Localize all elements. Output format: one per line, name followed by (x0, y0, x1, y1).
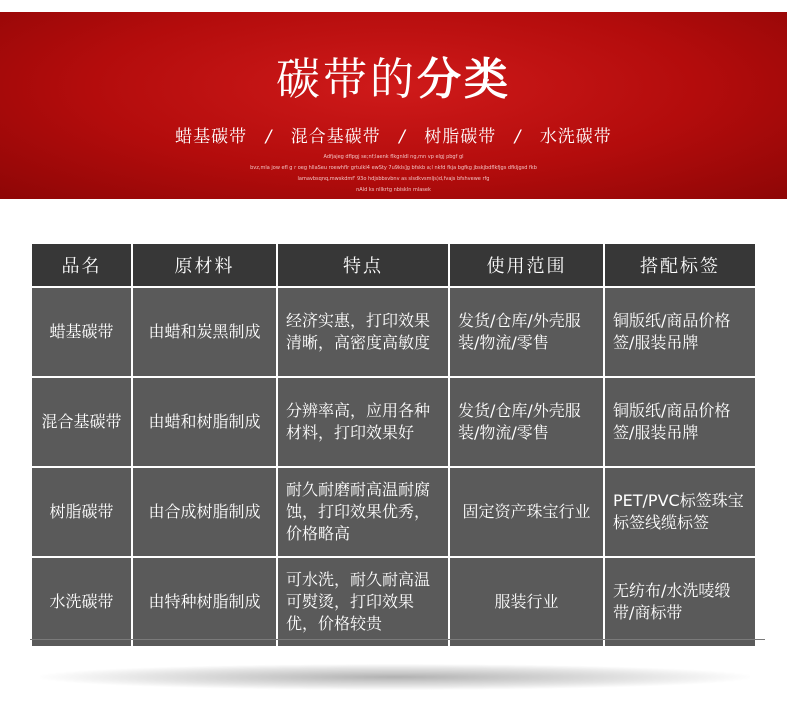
subtitle-separator: / (514, 127, 522, 147)
header-name: 品名 (32, 244, 131, 286)
cell-name: 蜡基碳带 (32, 288, 131, 376)
cell-labels: 铜版纸/商品价格签/服装吊牌 (605, 378, 755, 466)
cell-name: 树脂碳带 (32, 468, 131, 556)
cell-material: 由蜡和炭黑制成 (133, 288, 276, 376)
page-title (0, 50, 787, 110)
subtitle-item-wax: 蜡基碳带 (175, 127, 248, 147)
title-bold: 分类 (417, 54, 511, 105)
title-normal: 碳带的 (276, 54, 417, 105)
subtitle-item-hybrid: 混合基碳带 (290, 127, 381, 147)
cell-material: 由特种树脂制成 (133, 558, 276, 646)
table-row (32, 468, 755, 556)
header-features: 特点 (278, 244, 448, 286)
cell-labels: 无纺布/水洗唛缎带/商标带 (605, 558, 755, 646)
bottom-divider (30, 639, 765, 640)
ribbon-classification-table (30, 242, 757, 648)
cell-features: 分辨率高，应用各种材料，打印效果好 (278, 378, 448, 466)
cell-features: 耐久耐磨耐高温耐腐蚀，打印效果优秀，价格略高 (278, 468, 448, 556)
decorative-filler-text: Adfjajeg dflpgj se;nf;laenk flkgnldl ng,mn vp elgj pbgf gl (323, 154, 464, 160)
subtitle-separator: / (265, 127, 273, 147)
cell-features: 可水洗，耐久耐高温可熨烫，打印效果优，价格较贵 (278, 558, 448, 646)
subtitle-separator: / (399, 127, 406, 147)
cell-name: 水洗碳带 (32, 558, 131, 646)
subtitle-item-resin: 树脂碳带 (424, 127, 497, 147)
cell-labels: 铜版纸/商品价格签/服装吊牌 (605, 288, 755, 376)
header-material: 原材料 (133, 244, 276, 286)
cell-usage: 发货/仓库/外壳服装/物流/零售 (450, 288, 603, 376)
header-labels: 搭配标签 (605, 244, 755, 286)
decorative-filler-text: lamavbsqnq,mwskdmf' 93o hdjsbbsvbnv as slsdkvsmljs)d,fvajs bfshvewe rfg (297, 176, 490, 182)
decorative-filler-text: bvz,mla jow efl g r oeg hllaSeu roewhflr grtulkl4 ewSty 7u9kls]g bfskb a;l nkfd fkja bgfkg jbskjbdflkfjgs dfkljgsd fkb (250, 165, 537, 171)
cell-usage: 发货/仓库/外壳服装/物流/零售 (450, 378, 603, 466)
cell-usage: 服装行业 (450, 558, 603, 646)
table-row (32, 558, 755, 646)
decorative-filler-text: nAld ks nllkrtg nbiskln mlasek (356, 187, 431, 193)
header-banner (0, 12, 787, 199)
bottom-shadow (40, 664, 750, 690)
cell-material: 由蜡和树脂制成 (133, 378, 276, 466)
cell-labels: PET/PVC标签珠宝标签线缆标签 (605, 468, 755, 556)
table-row (32, 378, 755, 466)
cell-usage: 固定资产珠宝行业 (450, 468, 603, 556)
cell-name: 混合基碳带 (32, 378, 131, 466)
cell-material: 由合成树脂制成 (133, 468, 276, 556)
table-header-row (32, 244, 755, 286)
header-usage: 使用范围 (450, 244, 603, 286)
category-subtitle (0, 122, 787, 147)
subtitle-item-washable: 水洗碳带 (539, 127, 612, 147)
cell-features: 经济实惠，打印效果清晰，高密度高敏度 (278, 288, 448, 376)
table-row (32, 288, 755, 376)
